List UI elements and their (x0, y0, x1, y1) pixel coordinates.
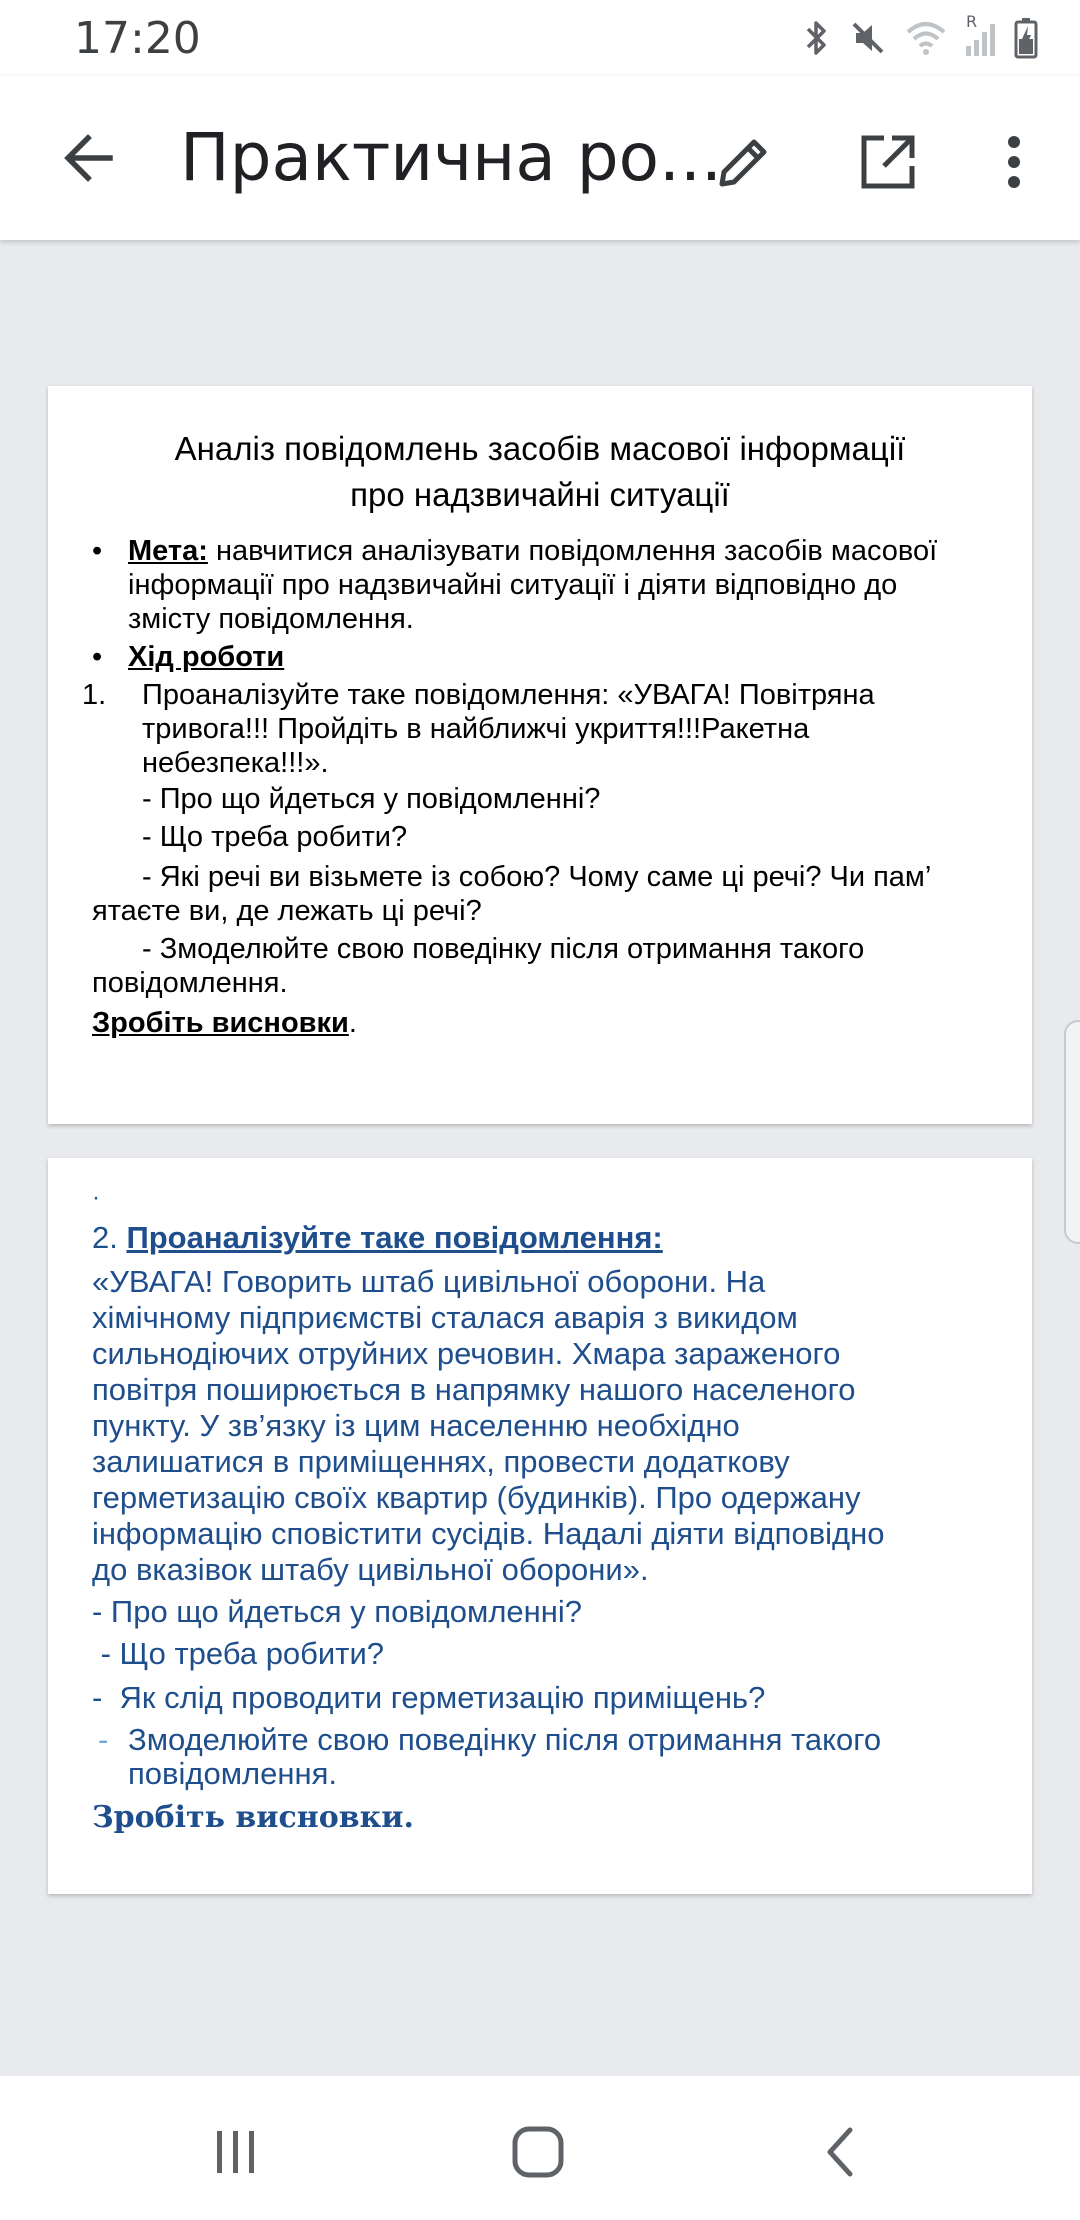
question-line: - Як слід проводити герметизацію приміщень? (92, 1680, 766, 1715)
open-external-icon (858, 132, 918, 192)
home-button[interactable] (498, 2112, 578, 2192)
navigation-bar (0, 2076, 1080, 2220)
question-line: повідомлення. (92, 967, 288, 999)
item-number: 1. (82, 679, 107, 711)
message-line: хімічному підприємстві сталася аварія з викидом (92, 1300, 798, 1335)
bluetooth-icon (802, 18, 832, 58)
back-icon (820, 2124, 860, 2180)
item-line: Проаналізуйте таке повідомлення: «УВАГА! Повітряна (142, 679, 875, 711)
question-line: - Які речі ви візьмете із собою? Чому саме ці речі? Чи пам’ (142, 861, 932, 893)
message-line: до вказівок штабу цивільної оборони». (92, 1552, 649, 1587)
scroll-handle[interactable] (1064, 1020, 1080, 1244)
bullet-icon: • (92, 535, 103, 567)
more-options-button[interactable] (984, 122, 1044, 202)
open-external-button[interactable] (848, 122, 928, 202)
item-line: тривога!!! Пройдіть в найближчі укриття!!!Ракетна (142, 713, 810, 745)
bullet-icon: • (92, 641, 103, 673)
slide-dot: · (92, 1184, 100, 1211)
question-line: ятаєте ви, де лежать ці речі? (92, 895, 482, 927)
system-back-button[interactable] (800, 2112, 880, 2192)
recent-apps-button[interactable] (196, 2112, 276, 2192)
arrow-back-icon (60, 130, 116, 186)
back-button[interactable] (52, 122, 124, 194)
conclusion-text: Зробіть висновки. (92, 1007, 357, 1039)
slide-1[interactable] (48, 386, 1032, 1124)
status-time: 17:20 (74, 12, 201, 64)
status-bar (0, 0, 1080, 76)
question-line: - Про що йдеться у повідомленні? (92, 1594, 583, 1629)
goal-text (128, 534, 1008, 636)
status-icons (802, 12, 1038, 59)
mute-icon (848, 18, 888, 58)
message-line: герметизацію своїх квартир (будинків). Про одержану (92, 1480, 861, 1515)
message-line: інформацію сповістити сусідів. Надалі діяти відповідно (92, 1516, 885, 1551)
pencil-icon (714, 132, 774, 192)
message-line: повітря поширюється в напрямку нашого населеного (92, 1372, 856, 1407)
slide-1-title (48, 426, 1032, 518)
question-line: - Що треба робити? (92, 1636, 385, 1671)
more-vert-icon (1004, 132, 1024, 192)
home-icon (510, 2124, 566, 2180)
message-line: пункту. У зв’язку із цим населенню необхідно (92, 1408, 740, 1443)
wifi-icon (904, 18, 948, 58)
question-line: - Про що йдеться у повідомленні? (142, 783, 601, 815)
title-line: Аналіз повідомлень засобів масової інформації (174, 430, 906, 467)
message-line: «УВАГА! Говорить штаб цивільної оборони. На (92, 1264, 766, 1299)
slide-2[interactable] (48, 1158, 1032, 1894)
conclusion-text: Зробіть висновки. (92, 1800, 414, 1835)
item-line: небезпека!!!». (142, 747, 329, 779)
goal-line: навчитися аналізувати повідомлення засобів масової (207, 535, 938, 567)
slide-2-heading: 2. Проаналізуйте таке повідомлення: (92, 1220, 663, 1255)
question-line: - Змоделюйте свою поведінку після отримання такого (142, 933, 865, 965)
question-line: Змоделюйте свою поведінку після отримання такого (128, 1722, 882, 1757)
goal-line: інформації про надзвичайні ситуації і діяти відповідно до (128, 569, 898, 601)
title-line: про надзвичайні ситуації (350, 476, 730, 513)
progress-label: Хід роботи (128, 641, 285, 673)
message-line: залишатися в приміщеннях, провести додаткову (92, 1444, 790, 1479)
document-title: Практична ро... (180, 119, 722, 196)
question-dash: - (98, 1722, 109, 1757)
message-line: сильнодіючих отруйних речовин. Хмара зараженого (92, 1336, 841, 1371)
question-line: повідомлення. (128, 1756, 337, 1791)
goal-label: Мета: (128, 535, 208, 567)
battery-icon (1014, 17, 1038, 59)
app-bar (0, 76, 1080, 240)
question-line: - Що треба робити? (142, 821, 408, 853)
edit-button[interactable] (704, 122, 784, 202)
recent-apps-icon (211, 2127, 261, 2177)
roaming-letter: R (966, 12, 978, 31)
goal-line: змісту повідомлення. (128, 603, 414, 635)
signal-icon (964, 12, 998, 58)
